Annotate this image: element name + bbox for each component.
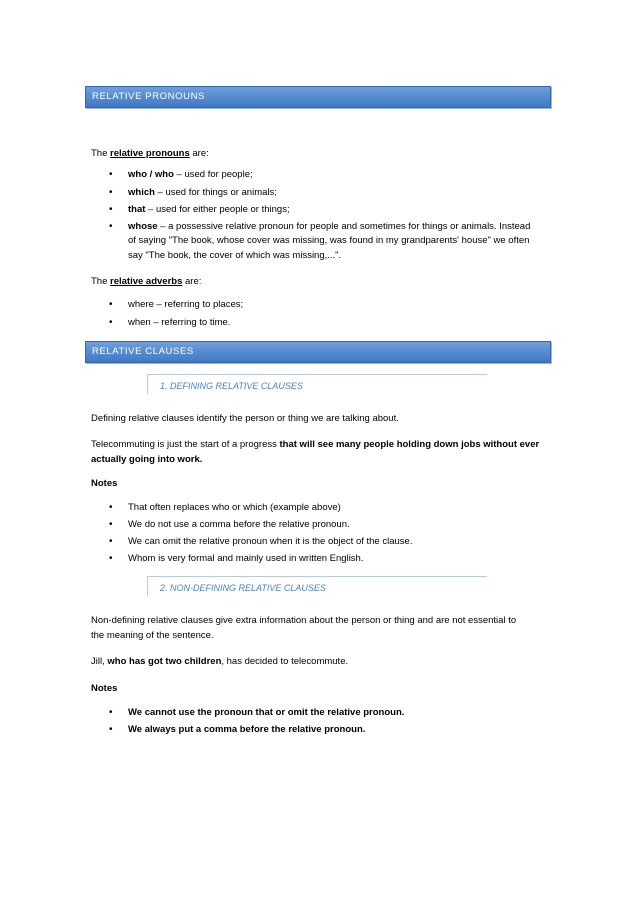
pronouns-intro: The relative pronouns are: bbox=[91, 148, 209, 159]
bullet-icon: • bbox=[109, 553, 113, 564]
definition-paragraph: Defining relative clauses identify the person or thing we are talking about. bbox=[91, 413, 399, 424]
example-paragraph-line2: actually going into work. bbox=[91, 454, 203, 465]
list-item: That often replaces who or which (example above) bbox=[128, 502, 341, 513]
bullet-icon: • bbox=[109, 519, 113, 530]
bullet-icon: • bbox=[109, 299, 113, 310]
list-item: We can omit the relative pronoun when it is the object of the clause. bbox=[128, 536, 413, 547]
section-heading-relative-clauses bbox=[85, 341, 551, 363]
subheading-defining bbox=[147, 374, 487, 394]
subheading-text: 2. NON-DEFINING RELATIVE CLAUSES bbox=[160, 583, 326, 593]
bullet-icon: • bbox=[109, 169, 113, 180]
list-item-continuation: of saying "The book, whose cover was missing, was found in my grandparents' house" we often bbox=[128, 235, 530, 246]
list-item-continuation: say "The book, the cover of which was missing,...". bbox=[128, 250, 342, 261]
list-item: when – referring to time. bbox=[128, 317, 231, 328]
bullet-icon: • bbox=[109, 204, 113, 215]
example-paragraph: Telecommuting is just the start of a progress that will see many people holding down jobs without ever bbox=[91, 439, 540, 450]
list-item: We do not use a comma before the relative pronoun. bbox=[128, 519, 350, 530]
bullet-icon: • bbox=[109, 187, 113, 198]
adverbs-intro: The relative adverbs are: bbox=[91, 276, 202, 287]
list-item: that – used for either people or things; bbox=[128, 204, 290, 215]
section-heading-text: RELATIVE CLAUSES bbox=[92, 346, 194, 357]
relative-pronouns-term: relative pronouns bbox=[110, 148, 190, 159]
nondef-paragraph: Non-defining relative clauses give extra information about the person or thing and are not essential to bbox=[91, 615, 517, 626]
example2-paragraph: Jill, who has got two children, has decided to telecommute. bbox=[91, 656, 349, 667]
subheading-non-defining bbox=[147, 576, 487, 596]
bullet-icon: • bbox=[109, 502, 113, 513]
list-item: whose – a possessive relative pronoun for people and sometimes for things or animals. Instead bbox=[128, 221, 531, 232]
subheading-text: 1. DEFINING RELATIVE CLAUSES bbox=[160, 381, 303, 391]
bullet-icon: • bbox=[109, 221, 113, 232]
nondef-paragraph-line2: the meaning of the sentence. bbox=[91, 630, 214, 641]
list-item: We cannot use the pronoun that or omit the relative pronoun. bbox=[128, 707, 405, 718]
list-item: which – used for things or animals; bbox=[128, 187, 277, 198]
bullet-icon: • bbox=[109, 707, 113, 718]
bullet-icon: • bbox=[109, 536, 113, 547]
list-item: We always put a comma before the relative pronoun. bbox=[128, 724, 366, 735]
relative-adverbs-term: relative adverbs bbox=[110, 276, 183, 287]
list-item: where – referring to places; bbox=[128, 299, 244, 310]
bullet-icon: • bbox=[109, 724, 113, 735]
notes-label: Notes bbox=[91, 478, 118, 489]
list-item: Whom is very formal and mainly used in written English. bbox=[128, 553, 364, 564]
section-heading-text: RELATIVE PRONOUNS bbox=[92, 91, 205, 102]
list-item: who / who – used for people; bbox=[128, 169, 253, 180]
section-heading-relative-pronouns bbox=[85, 86, 551, 108]
bullet-icon: • bbox=[109, 317, 113, 328]
notes2-label: Notes bbox=[91, 683, 118, 694]
